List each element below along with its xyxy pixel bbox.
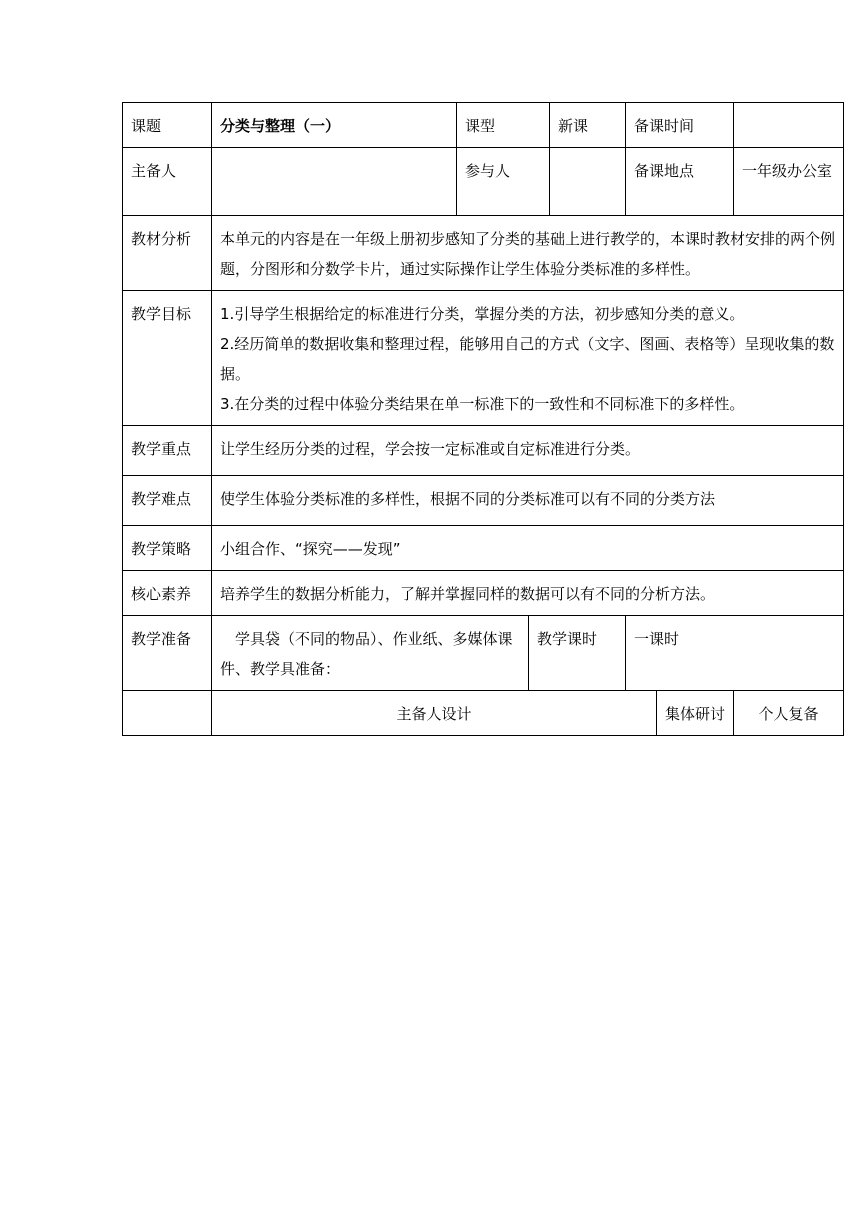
- main-design-header: 主备人设计: [212, 691, 657, 736]
- lesson-type-label: 课型: [457, 103, 550, 148]
- personal-review-header: 个人复备: [734, 691, 844, 736]
- prep-time-value: [734, 103, 844, 148]
- preparation-label: 教学准备: [123, 616, 212, 691]
- group-discussion-header: 集体研讨: [657, 691, 734, 736]
- topic-value: 分类与整理（一）: [212, 103, 457, 148]
- row-difficulties: [123, 476, 844, 526]
- difficulties-label: 教学难点: [123, 476, 212, 526]
- row-textbook-analysis: [123, 216, 844, 291]
- topic-label: 课题: [123, 103, 212, 148]
- strategy-label: 教学策略: [123, 526, 212, 571]
- prep-time-label: 备课时间: [626, 103, 734, 148]
- row-preparation: [123, 616, 844, 691]
- preparation-text: 学具袋（不同的物品）、作业纸、多媒体课件、教学具准备：: [212, 616, 529, 691]
- core-literacy-label: 核心素养: [123, 571, 212, 616]
- participants-value: [550, 148, 626, 216]
- core-literacy-text: 培养学生的数据分析能力，了解并掌握同样的数据可以有不同的分析方法。: [212, 571, 844, 616]
- row-topic: [123, 103, 844, 148]
- row-core-literacy: [123, 571, 844, 616]
- class-hours-label: 教学课时: [529, 616, 626, 691]
- key-points-label: 教学重点: [123, 426, 212, 476]
- row-strategy: [123, 526, 844, 571]
- goal-item: 1.引导学生根据给定的标准进行分类，掌握分类的方法，初步感知分类的意义。: [220, 305, 745, 323]
- participants-label: 参与人: [457, 148, 550, 216]
- goal-item: 2.经历简单的数据收集和整理过程，能够用自己的方式（文字、图画、表格等）呈现收集的数据。: [220, 335, 835, 383]
- class-hours-value: 一课时: [626, 616, 844, 691]
- key-points-text: 让学生经历分类的过程，学会按一定标准或自定标准进行分类。: [212, 426, 844, 476]
- lesson-plan-table: [122, 102, 844, 736]
- difficulties-text: 使学生体验分类标准的多样性，根据不同的分类标准可以有不同的分类方法: [212, 476, 844, 526]
- lead-teacher-label: 主备人: [123, 148, 212, 216]
- teaching-goals-label: 教学目标: [123, 291, 212, 426]
- teaching-goals-list: [212, 291, 844, 426]
- prep-location-label: 备课地点: [626, 148, 734, 216]
- row-key-points: [123, 426, 844, 476]
- textbook-analysis-label: 教材分析: [123, 216, 212, 291]
- goal-item: 3.在分类的过程中体验分类结果在单一标准下的一致性和不同标准下的多样性。: [220, 395, 745, 413]
- strategy-text: 小组合作、“探究——发现”: [212, 526, 844, 571]
- lead-teacher-value: [212, 148, 457, 216]
- textbook-analysis-text: 本单元的内容是在一年级上册初步感知了分类的基础上进行教学的，本课时教材安排的两个例题，分图形和分数学卡片，通过实际操作让学生体验分类标准的多样性。: [212, 216, 844, 291]
- row-lead: [123, 148, 844, 216]
- row-design-headers: [123, 691, 844, 736]
- row-teaching-goals: [123, 291, 844, 426]
- design-blank-cell: [123, 691, 212, 736]
- lesson-type-value: 新课: [550, 103, 626, 148]
- prep-location-value: 一年级办公室: [734, 148, 844, 216]
